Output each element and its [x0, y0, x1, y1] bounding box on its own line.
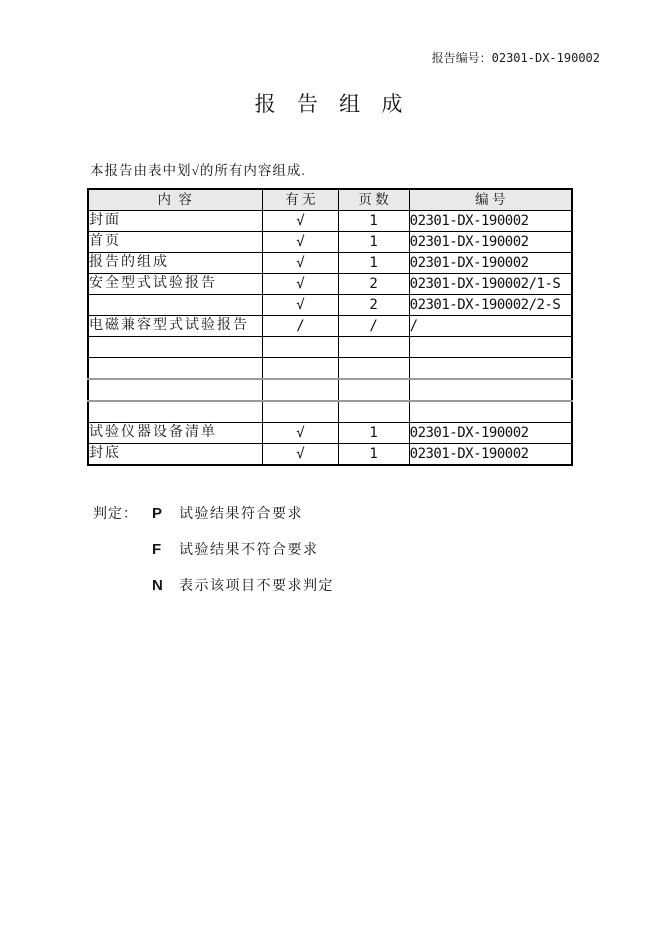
table-row: [88, 211, 572, 232]
table-body: [88, 211, 572, 466]
cell-pages: 2: [338, 295, 409, 316]
cell-presence-checkmark: √: [263, 274, 338, 295]
cell-content: 封底: [88, 444, 263, 466]
cell-number: 02301-DX-190002: [409, 423, 572, 444]
col-header-content: 内 容: [88, 189, 263, 211]
cell-number: /: [409, 316, 572, 337]
judgement-code-p: P: [152, 505, 163, 522]
cell-pages: [338, 379, 409, 401]
page-title: 报 告 组 成: [254, 92, 411, 116]
table-row-empty: [88, 337, 572, 358]
table-header: [88, 189, 572, 211]
cell-number: 02301-DX-190002: [409, 232, 572, 253]
cell-content: [88, 358, 263, 380]
judgement-code-n: N: [152, 577, 163, 594]
table-row: [88, 423, 572, 444]
cell-number: [409, 401, 572, 423]
table-header-row: [88, 189, 572, 211]
cell-content: 试验仪器设备清单: [88, 423, 263, 444]
cell-content: 电磁兼容型式试验报告: [88, 316, 263, 337]
report-composition-table: [87, 188, 573, 466]
cell-presence: [263, 379, 338, 401]
cell-content: 封面: [88, 211, 263, 232]
cell-content: [88, 295, 263, 316]
cell-pages: 1: [338, 253, 409, 274]
col-header-number: 编 号: [409, 189, 572, 211]
cell-presence-checkmark: √: [263, 232, 338, 253]
cell-content: 安全型式试验报告: [88, 274, 263, 295]
table-row-empty: [88, 379, 572, 401]
cell-presence-checkmark: √: [263, 211, 338, 232]
table-row: [88, 274, 572, 295]
cell-presence-checkmark: √: [263, 253, 338, 274]
cell-pages: 2: [338, 274, 409, 295]
cell-content: [88, 401, 263, 423]
intro-text: 本报告由表中划√的所有内容组成.: [90, 163, 306, 178]
cell-presence-checkmark: √: [263, 295, 338, 316]
cell-content: 首页: [88, 232, 263, 253]
cell-pages: 1: [338, 444, 409, 466]
cell-number: 02301-DX-190002: [409, 211, 572, 232]
cell-presence-slash: /: [263, 316, 338, 337]
judgement-row-na: [93, 575, 334, 611]
cell-presence: [263, 401, 338, 423]
judgement-text-f: 试验结果不符合要求: [179, 543, 319, 558]
judgement-text-n: 表示该项目不要求判定: [179, 579, 334, 594]
cell-number: [409, 379, 572, 401]
cell-presence-checkmark: √: [263, 423, 338, 444]
judgement-label: 判定：: [93, 507, 138, 522]
cell-pages: [338, 337, 409, 358]
judgement-row-fail: [93, 539, 334, 575]
cell-pages: [338, 358, 409, 380]
cell-content: [88, 337, 263, 358]
col-header-pages: 页 数: [338, 189, 409, 211]
cell-number: [409, 358, 572, 380]
table-row-empty: [88, 358, 572, 380]
cell-pages: 1: [338, 423, 409, 444]
cell-number: 02301-DX-190002: [409, 444, 572, 466]
report-number: [432, 49, 600, 66]
cell-pages: 1: [338, 211, 409, 232]
cell-pages: 1: [338, 232, 409, 253]
table-row: [88, 444, 572, 466]
cell-number: 02301-DX-190002/1-S: [409, 274, 572, 295]
cell-number: 02301-DX-190002: [409, 253, 572, 274]
report-number-value: 02301-DX-190002: [491, 51, 600, 65]
cell-presence: [263, 358, 338, 380]
judgement-legend: [93, 503, 334, 611]
cell-presence-checkmark: √: [263, 444, 338, 466]
judgement-text-p: 试验结果符合要求: [179, 507, 303, 522]
cell-number: 02301-DX-190002/2-S: [409, 295, 572, 316]
cell-presence: [263, 337, 338, 358]
table-row: [88, 295, 572, 316]
cell-number: [409, 337, 572, 358]
cell-pages: [338, 401, 409, 423]
judgement-code-f: F: [152, 541, 162, 558]
cell-content: [88, 379, 263, 401]
table-row-empty: [88, 401, 572, 423]
table-row: [88, 253, 572, 274]
judgement-row-pass: [93, 503, 334, 539]
cell-content: 报告的组成: [88, 253, 263, 274]
table-row: [88, 232, 572, 253]
cell-pages: /: [338, 316, 409, 337]
report-number-label: 报告编号：: [431, 51, 492, 65]
col-header-presence: 有 无: [263, 189, 338, 211]
table-row: [88, 316, 572, 337]
